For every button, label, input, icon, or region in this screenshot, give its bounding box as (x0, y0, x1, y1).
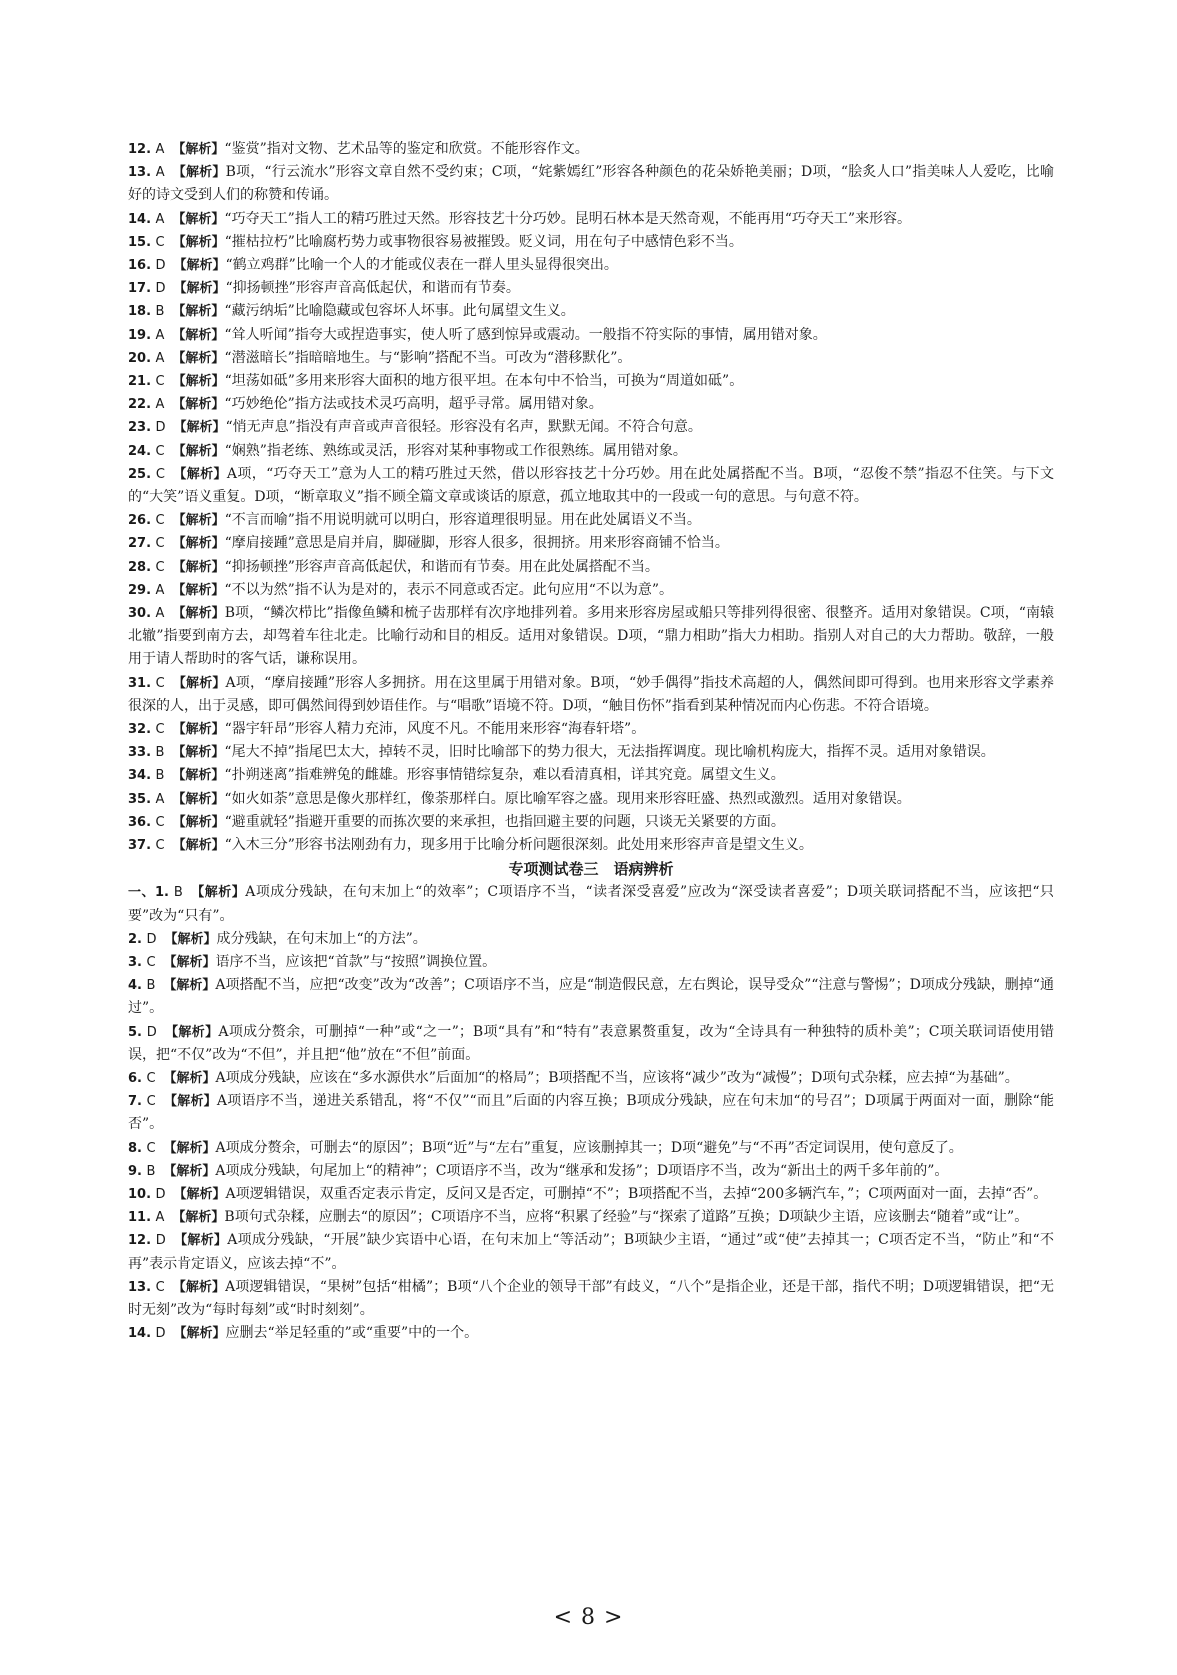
answer-letter: C (155, 234, 165, 250)
analysis-tag: 【解析】 (172, 814, 225, 830)
answer-letter: C (146, 1070, 156, 1086)
answer-letter: D (155, 281, 166, 297)
idiom-answer-list (128, 138, 1054, 857)
answer-entry (128, 1229, 1054, 1275)
analysis-tag: 【解析】 (172, 675, 226, 691)
answer-entry (128, 788, 1054, 811)
answer-entry (128, 300, 1054, 323)
answer-entry (128, 509, 1054, 532)
answer-letter: C (155, 536, 165, 552)
answer-letter: C (146, 1140, 156, 1156)
answer-letter: D (155, 1233, 166, 1249)
analysis-tag: 【解析】 (172, 466, 227, 482)
analysis-tag: 【解析】 (172, 1210, 225, 1226)
analysis-tag: 【解析】 (172, 142, 225, 157)
question-number: 4. (128, 978, 142, 994)
analysis-tag: 【解析】 (172, 1279, 226, 1295)
analysis-text: “潜滋暗长”指暗暗地生。与“影响”搭配不当。可改为“潜移默化”。 (224, 349, 632, 366)
analysis-text: “不以为然”指不认为是对的，表示不同意或否定。此句应用“不以为意”。 (224, 581, 674, 598)
answer-entry (128, 1067, 1054, 1090)
answer-letter: B (155, 304, 165, 320)
answer-entry (128, 254, 1054, 277)
analysis-tag: 【解析】 (164, 931, 217, 947)
question-number: 28. (128, 559, 152, 575)
analysis-tag: 【解析】 (172, 350, 225, 366)
answer-entry (128, 672, 1054, 718)
answer-letter: A (155, 582, 165, 598)
answer-letter: C (155, 513, 165, 529)
answer-entry (128, 579, 1054, 602)
analysis-text: “抑扬顿挫”形容声音高低起伏，和谐而有节奏。用在此处属搭配不当。 (224, 558, 659, 575)
analysis-tag: 【解析】 (172, 559, 225, 575)
question-number: 22. (128, 397, 152, 413)
answer-entry (128, 928, 1054, 951)
answer-letter: B (155, 745, 165, 761)
analysis-text: “扑朔迷离”指难辨兔的雌雄。形容事情错综复杂，难以看清真相，详其究竟。属望文生义。 (224, 767, 785, 784)
answer-letter: C (155, 374, 165, 390)
answer-letter: C (155, 559, 165, 575)
analysis-text: “不言而喻”指不用说明就可以明白，形容道理很明显。用在此处属语义不当。 (224, 512, 701, 529)
analysis-tag: 【解析】 (172, 745, 225, 761)
question-number: 26. (128, 513, 152, 529)
analysis-text: A项，“巧夺天工”意为人工的精巧胜过天然，借以形容技艺十分巧妙。用在此处属搭配不当。B项，“忍俊不禁”指忍不住笑。与下文的“大笑”语义重复。D项，“断章取义”指不顾全篇文章或谈话的原意，孤立地取其中的一段或一句的意思。与句意不符。 (128, 465, 1054, 506)
question-number: 31. (128, 675, 152, 691)
analysis-text: “抑扬顿挫”形容声音高低起伏，和谐而有节奏。 (225, 280, 520, 297)
grammar-answer-list (128, 881, 1054, 1345)
question-number: 34. (128, 768, 152, 784)
answer-letter: D (155, 258, 166, 274)
answer-entry (128, 440, 1054, 463)
question-number: 29. (128, 582, 152, 598)
answer-letter: D (146, 931, 157, 947)
question-number: 37. (128, 838, 152, 854)
answer-entry (128, 1276, 1054, 1322)
answer-letter: D (155, 420, 166, 436)
question-number: 23. (128, 420, 152, 436)
analysis-tag: 【解析】 (172, 374, 225, 390)
answer-entry (128, 951, 1054, 974)
answer-entry (128, 161, 1054, 207)
answer-letter: A (155, 142, 165, 157)
analysis-text: “悄无声息”指没有声音或声音很轻。形容没有名声，默默无闻。不符合句意。 (225, 419, 702, 436)
answer-entry (128, 881, 1054, 927)
answer-entry (128, 811, 1054, 834)
answer-letter: A (155, 1210, 165, 1226)
answer-entry (128, 1160, 1054, 1183)
analysis-tag: 【解析】 (172, 211, 225, 227)
answer-entry (128, 1137, 1054, 1160)
analysis-text: “巧妙绝伦”指方法或技术灵巧高明，超乎寻常。属用错对象。 (224, 396, 603, 413)
analysis-tag: 【解析】 (163, 1140, 216, 1156)
question-number: 33. (128, 745, 152, 761)
answer-entry (128, 974, 1054, 1020)
analysis-text: “入木三分”形容书法刚劲有力，现多用于比喻分析问题很深刻。此处用来形容声音是望文生义。 (224, 837, 813, 854)
answer-entry (128, 741, 1054, 764)
analysis-tag: 【解析】 (173, 258, 226, 274)
analysis-text: 成分残缺，在句末加上“的方法”。 (216, 930, 427, 947)
analysis-text: 应删去“举足轻重的”或“重要”中的一个。 (225, 1325, 479, 1342)
question-number: 20. (128, 350, 152, 366)
answer-letter: D (155, 1186, 166, 1202)
analysis-tag: 【解析】 (172, 722, 225, 738)
answer-letter: B (155, 768, 165, 784)
analysis-text: A项逻辑错误，“果树”包括“柑橘”；B项“八个企业的领导干部”有歧义，“八个”是指企业，还是干部，指代不明；D项逻辑错误，把“无时无刻”改为“每时每刻”或“时时刻刻”。 (128, 1278, 1054, 1318)
analysis-tag: 【解析】 (172, 234, 225, 250)
answer-entry (128, 1322, 1054, 1345)
answer-entry (128, 1206, 1054, 1229)
question-number: 19. (128, 327, 152, 343)
question-number: 36. (128, 814, 152, 830)
answer-entry (128, 764, 1054, 787)
analysis-text: “藏污纳垢”比喻隐藏或包容坏人坏事。此句属望文生义。 (224, 303, 575, 320)
question-number: 10. (128, 1186, 152, 1202)
answer-entry (128, 138, 1054, 161)
question-number: 25. (128, 466, 152, 482)
analysis-tag: 【解析】 (172, 536, 225, 552)
answer-letter: A (155, 350, 165, 366)
analysis-tag: 【解析】 (173, 1326, 226, 1342)
answer-letter: A (155, 165, 165, 181)
answer-entry (128, 347, 1054, 370)
question-number: 9. (128, 1163, 142, 1179)
question-number: 12. (128, 1233, 152, 1249)
analysis-text: A项成分赘余，可删掉“一种”或“之一”；B项“具有”和“特有”表意累赘重复，改为“全诗具有一种独特的质朴美”；C项关联词语使用错误，把“不仅”改为“不但”，并且把“他”放在“不但”前面。 (128, 1023, 1054, 1063)
analysis-text: A项成分残缺，应该在“多水源供水”后面加“的格局”；B项搭配不当，应该将“减少”改为“减慢”；D项句式杂糅，应去掉“为基础”。 (215, 1069, 1019, 1086)
analysis-text: A项成分残缺，在句末加上“的效率”；C项语序不当，“读者深受喜爱”应改为“深受读者喜爱”；D项关联词搭配不当，应该把“只要”改为“只有”。 (128, 884, 1054, 924)
analysis-tag: 【解析】 (190, 885, 246, 901)
answer-entry (128, 370, 1054, 393)
analysis-tag: 【解析】 (173, 1233, 228, 1249)
answer-entry (128, 1183, 1054, 1206)
analysis-text: A项成分赘余，可删去“的原因”；B项“近”与“左右”重复，应该删掉其一；D项“避免”与“不再”否定词误用，使句意反了。 (215, 1139, 963, 1156)
analysis-tag: 【解析】 (163, 1163, 216, 1179)
analysis-text: “巧夺天工”指人工的精巧胜过天然。形容技艺十分巧妙。昆明石林本是天然奇观，不能再用“巧夺天工”来形容。 (224, 210, 912, 227)
section-title: 专项测试卷三 语病辨析 (508, 860, 674, 879)
analysis-tag: 【解析】 (172, 768, 225, 784)
analysis-text: B项句式杂糅，应删去“的原因”；C项语序不当，应将“积累了经验”与“探索了道路”互换；D项缺少主语，应该删去“随着”或“让”。 (224, 1209, 1029, 1226)
question-number: 13. (128, 1279, 152, 1295)
answer-entry (128, 1021, 1054, 1067)
analysis-text: B项，“行云流水”形容文章自然不受约束；C项，“姹紫嫣红”形容各种颜色的花朵娇艳美丽；D项，“脍炙人口”指美味人人爱吃，比喻好的诗文受到人们的称赞和传诵。 (128, 164, 1055, 204)
analysis-text: “摧枯拉朽”比喻腐朽势力或事物很容易被摧毁。贬义词，用在句子中感情色彩不当。 (224, 233, 743, 250)
analysis-tag: 【解析】 (163, 1094, 217, 1110)
analysis-tag: 【解析】 (172, 606, 225, 622)
analysis-text: “鉴赏”指对文物、艺术品等的鉴定和欣赏。不能形容作文。 (224, 141, 589, 157)
analysis-text: “器宇轩昂”形容人精力充沛，风度不凡。不能用来形容“海春轩塔”。 (224, 721, 646, 738)
answer-entry (128, 208, 1054, 231)
answer-entry (128, 463, 1054, 509)
answer-letter: C (155, 838, 165, 854)
answer-entry (128, 532, 1054, 555)
answer-letter: A (155, 397, 165, 413)
analysis-tag: 【解析】 (163, 978, 216, 994)
answer-entry (128, 718, 1054, 741)
answer-page (128, 138, 1054, 1345)
answer-entry (128, 324, 1054, 347)
question-number: 30. (128, 606, 152, 622)
analysis-text: A项，“摩肩接踵”形容人多拥挤。用在这里属于用错对象。B项，“妙手偶得”指技术高超的人，偶然间即可得到。也用来形容文学素养很深的人，出于灵感，即可偶然间得到妙语佳作。与“唱歌”语境不符。D项，“触目伤怀”指看到某种情况而内心伤悲。不符合语境。 (128, 674, 1054, 714)
analysis-tag: 【解析】 (172, 397, 225, 413)
answer-letter: B (173, 885, 183, 901)
answer-letter: C (155, 1279, 165, 1295)
question-number: 2. (128, 931, 142, 947)
question-number: 一、1. (128, 885, 169, 901)
question-number: 18. (128, 304, 152, 320)
answer-letter: D (146, 1024, 157, 1040)
analysis-text: B项，“鳞次栉比”指像鱼鳞和梳子齿那样有次序地排列着。多用来形容房屋或船只等排列得很密、很整齐。适用对象错误。C项，“南辕北辙”指要到南方去，却驾着车往北走。比喻行动和目的相反。适用对象错误。D项，“鼎力相助”指大力相助。指别人对自己的大力帮助。敬辞，一般用于请人帮助时的客气话，谦称误用。 (128, 605, 1054, 668)
question-number: 35. (128, 791, 152, 807)
analysis-tag: 【解析】 (172, 582, 225, 598)
analysis-tag: 【解析】 (173, 420, 226, 436)
answer-entry (128, 1090, 1054, 1136)
answer-letter: C (146, 954, 156, 970)
analysis-tag: 【解析】 (163, 1070, 216, 1086)
analysis-tag: 【解析】 (173, 1186, 226, 1202)
analysis-tag: 【解析】 (172, 304, 225, 320)
answer-letter: C (155, 675, 165, 691)
question-number: 7. (128, 1094, 142, 1110)
analysis-text: A项搭配不当，应把“改变”改为“改善”；C项语序不当，应是“制造假民意，左右舆论，误导受众”“注意与警惕”；D项成分残缺，删掉“通过”。 (128, 977, 1054, 1017)
answer-entry (128, 602, 1054, 672)
analysis-text: A项成分残缺，句尾加上“的精神”；C项语序不当，改为“继承和发扬”；D项语序不当，改为“新出土的两千多年前的”。 (215, 1162, 949, 1179)
analysis-text: A项成分残缺，“开展”缺少宾语中心语，在句末加上“等活动”；B项缺少主语，“通过”或“使”去掉其一；C项否定不当，“防止”和“不再”表示肯定语义，应该去掉“不”。 (128, 1232, 1054, 1272)
analysis-text: “娴熟”指老练、熟练或灵活，形容对某种事物或工作很熟练。属用错对象。 (224, 442, 687, 459)
analysis-text: “耸人听闻”指夸大或捏造事实，使人听了感到惊异或震动。一般指不符实际的事情，属用错对象。 (224, 326, 827, 343)
question-number: 8. (128, 1140, 142, 1156)
analysis-text: “避重就轻”指避开重要的而拣次要的来承担，也指回避主要的问题，只谈无关紧要的方面。 (224, 813, 785, 830)
question-number: 32. (128, 722, 152, 738)
question-number: 14. (128, 211, 152, 227)
question-number: 21. (128, 374, 152, 390)
question-number: 14. (128, 1326, 152, 1342)
analysis-tag: 【解析】 (172, 443, 225, 459)
answer-letter: D (155, 1326, 166, 1342)
analysis-text: “如火如荼”意思是像火那样红，像荼那样白。原比喻军容之盛。现用来形容旺盛、热烈或激烈。适用对象错误。 (224, 790, 911, 807)
answer-entry (128, 556, 1054, 579)
answer-letter: C (155, 466, 165, 482)
analysis-tag: 【解析】 (172, 513, 225, 529)
question-number: 16. (128, 258, 152, 274)
answer-letter: A (155, 791, 165, 807)
question-number: 3. (128, 954, 142, 970)
analysis-tag: 【解析】 (172, 327, 225, 343)
analysis-text: “坦荡如砥”多用来形容大面积的地方很平坦。在本句中不恰当，可换为“周道如砥”。 (224, 373, 744, 390)
answer-letter: B (146, 1163, 156, 1179)
question-number: 27. (128, 536, 152, 552)
analysis-tag: 【解析】 (172, 791, 225, 807)
analysis-tag: 【解析】 (172, 165, 226, 181)
answer-letter: A (155, 327, 165, 343)
question-number: 11. (128, 1210, 152, 1226)
question-number: 6. (128, 1070, 142, 1086)
answer-entry (128, 834, 1054, 857)
question-number: 12. (128, 142, 152, 157)
answer-letter: C (146, 1094, 156, 1110)
answer-entry (128, 393, 1054, 416)
answer-letter: C (155, 722, 165, 738)
question-number: 24. (128, 443, 152, 459)
analysis-tag: 【解析】 (173, 281, 226, 297)
answer-letter: A (155, 211, 165, 227)
analysis-tag: 【解析】 (163, 954, 216, 970)
question-number: 15. (128, 234, 152, 250)
answer-letter: B (146, 978, 156, 994)
question-number: 5. (128, 1024, 142, 1040)
analysis-text: 语序不当，应该把“首款”与“按照”调换位置。 (215, 953, 497, 970)
analysis-tag: 【解析】 (172, 838, 225, 854)
analysis-text: “摩肩接踵”意思是肩并肩，脚碰脚，形容人很多，很拥挤。用来形容商铺不恰当。 (224, 535, 729, 552)
answer-entry (128, 416, 1054, 439)
analysis-text: “尾大不掉”指尾巴太大，掉转不灵，旧时比喻部下的势力很大，无法指挥调度。现比喻机构庞大，指挥不灵。适用对象错误。 (224, 744, 995, 761)
page-number: < 8 > (553, 1605, 624, 1630)
question-number: 17. (128, 281, 152, 297)
analysis-text: A项逻辑错误，双重否定表示肯定，反问又是否定，可删掉“不”；B项搭配不当，去掉“200多辆汽车，”；C项两面对一面，去掉“否”。 (225, 1185, 1048, 1202)
question-number: 13. (128, 165, 152, 181)
answer-entry (128, 231, 1054, 254)
analysis-text: A项语序不当，递进关系错乱，将“不仅”“而且”后面的内容互换；B项成分残缺，应在句末加“的号召”；D项属于两面对一面，删除“能否”。 (128, 1093, 1054, 1133)
answer-entry (128, 277, 1054, 300)
analysis-tag: 【解析】 (164, 1024, 219, 1040)
analysis-text: “鹤立鸡群”比喻一个人的才能或仪表在一群人里头显得很突出。 (225, 257, 618, 274)
answer-letter: C (155, 814, 165, 830)
answer-letter: C (155, 443, 165, 459)
answer-letter: A (155, 606, 165, 622)
